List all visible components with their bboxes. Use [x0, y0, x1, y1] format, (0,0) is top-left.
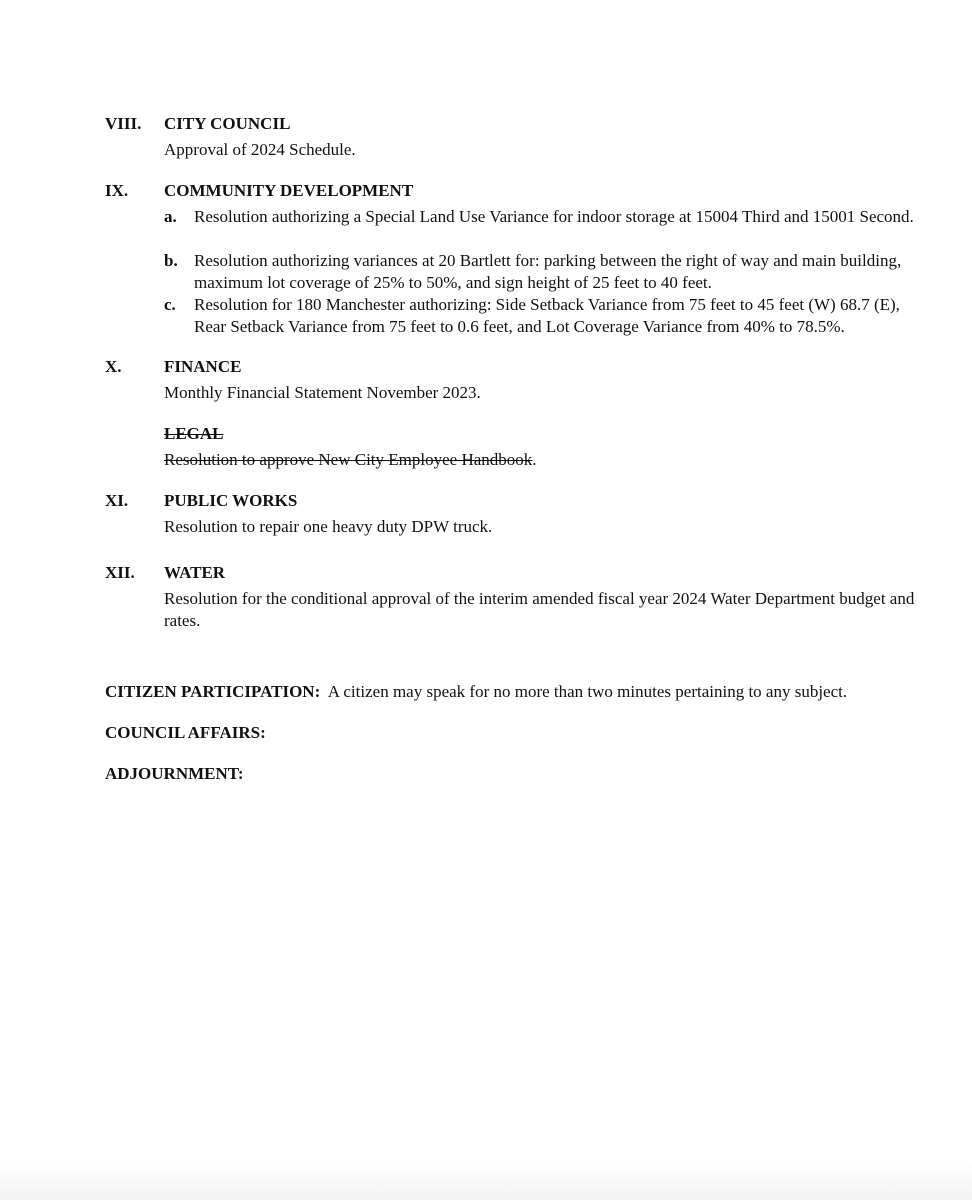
list-item-letter: c. [164, 295, 176, 314]
section-title: WATER [164, 563, 226, 582]
section-number: VIII. [105, 114, 142, 133]
section-body: Resolution to repair one heavy duty DPW truck. [164, 517, 493, 536]
body-suffix: . [532, 450, 537, 469]
council-affairs-heading: COUNCIL AFFAIRS: [105, 723, 266, 742]
citizen-participation [105, 681, 945, 703]
section-title: CITY COUNCIL [164, 114, 291, 133]
list-item-text: Resolution for 180 Manchester authorizing: Side Setback Variance from 75 feet to 45 feet (W) 68.7 (E), Rear Setback Variance from 75 feet to 0.6 feet, and Lot Coverage Variance from 40% to 78.5%. [194, 295, 900, 336]
section-number: IX. [105, 181, 129, 200]
section-body: Monthly Financial Statement November 2023. [164, 383, 481, 402]
section-body: Resolution for the conditional approval of the interim amended fiscal year 2024 Water Department budget and rates. [164, 589, 915, 630]
section-title: FINANCE [164, 357, 242, 376]
citizen-participation-text: A citizen may speak for no more than two minutes pertaining to any subject. [327, 682, 848, 701]
list-item-text: Resolution authorizing a Special Land Use Variance for indoor storage at 15004 Third and 15001 Second. [194, 207, 914, 226]
section-title: COMMUNITY DEVELOPMENT [164, 181, 414, 200]
list-item-letter: b. [164, 251, 178, 270]
section-number: XI. [105, 491, 129, 510]
citizen-participation-label: CITIZEN PARTICIPATION: [105, 682, 321, 701]
list-item-letter: a. [164, 207, 177, 226]
section-number: X. [105, 357, 122, 376]
section-body [164, 449, 944, 471]
struck-text: Resolution to approve New City Employee Handbook [164, 450, 533, 469]
section-title: LEGAL [164, 424, 224, 443]
page-bottom-shade [0, 1160, 972, 1200]
adjournment-heading: ADJOURNMENT: [105, 764, 244, 783]
section-title: PUBLIC WORKS [164, 491, 298, 510]
list-item-text: Resolution authorizing variances at 20 Bartlett for: parking between the right of way and main building, maximum lot coverage of 25% to 50%, and sign height of 25 feet to 40 feet. [194, 251, 902, 292]
section-body: Approval of 2024 Schedule. [164, 140, 356, 159]
section-number: XII. [105, 563, 135, 582]
